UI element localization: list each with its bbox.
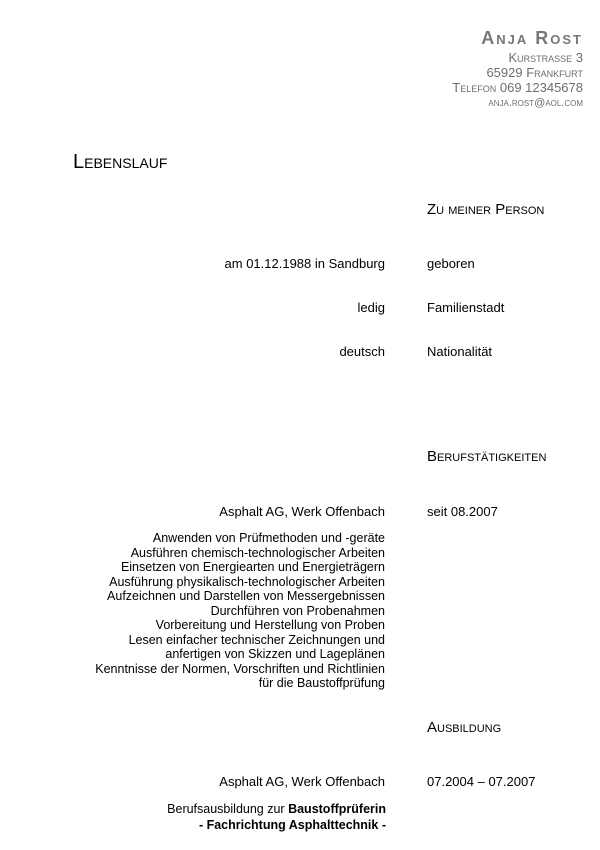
page-title: Lebenslauf (73, 151, 168, 173)
personal-row-nationality-detail: deutsch (339, 344, 385, 359)
address-city: 65929 Frankfurt (486, 65, 583, 80)
list-item: Durchführen von Probenahmen (210, 603, 385, 618)
email-address: anja.rost@aol.com (488, 97, 583, 109)
list-item: für die Baustoffprüfung (258, 676, 385, 690)
list-item: Aufzeichnen und Darstellen von Messergebnissen (107, 589, 385, 603)
education-period: 07.2004 – 07.2007 (427, 774, 536, 789)
list-item: Lesen einfacher technischer Zeichnungen und (128, 632, 385, 647)
list-item: Einsetzen von Energiearten und Energieträgern (120, 560, 385, 574)
personal-row-birth-label: geboren (427, 256, 475, 271)
education-line1-prefix: Berufsausbildung zur (167, 802, 285, 816)
list-item: Anwenden von Prüfmethoden und -geräte (152, 531, 385, 545)
list-item: Ausführen chemisch-technologischer Arbeiten (130, 545, 385, 560)
work-employer: Asphalt AG, Werk Offenbach (219, 504, 385, 519)
personal-row-nationality-label: Nationalität (427, 344, 493, 359)
section-heading-education: Ausbildung (427, 719, 502, 736)
section-heading-work: Berufstätigkeiten (427, 448, 547, 465)
address-street: Kurstrasse 3 (508, 50, 583, 65)
education-specialization: - Fachrichtung Asphalttechnik - (198, 818, 386, 832)
personal-row-marital-detail: ledig (357, 300, 385, 315)
list-item: Vorbereitung und Herstellung von Proben (155, 618, 385, 632)
personal-row-marital-label: Familienstadt (427, 300, 505, 315)
section-heading-personal: Zu meiner Person (427, 201, 545, 218)
work-duties-list (95, 531, 385, 691)
personal-row-birth-detail: am 01.12.1988 in Sandburg (224, 256, 385, 271)
applicant-name: Anja Rost (481, 28, 583, 48)
education-qualification: Baustoffprüferin (288, 802, 386, 816)
education-employer: Asphalt AG, Werk Offenbach (219, 774, 385, 789)
work-period: seit 08.2007 (427, 504, 498, 519)
education-description (167, 801, 386, 833)
list-item: Kenntnisse der Normen, Vorschriften und Richtlinien (95, 661, 385, 676)
phone-number: Telefon 069 12345678 (452, 80, 583, 95)
list-item: anfertigen von Skizzen und Lageplänen (165, 647, 385, 661)
list-item: Ausführung physikalisch-technologischer Arbeiten (109, 574, 385, 589)
